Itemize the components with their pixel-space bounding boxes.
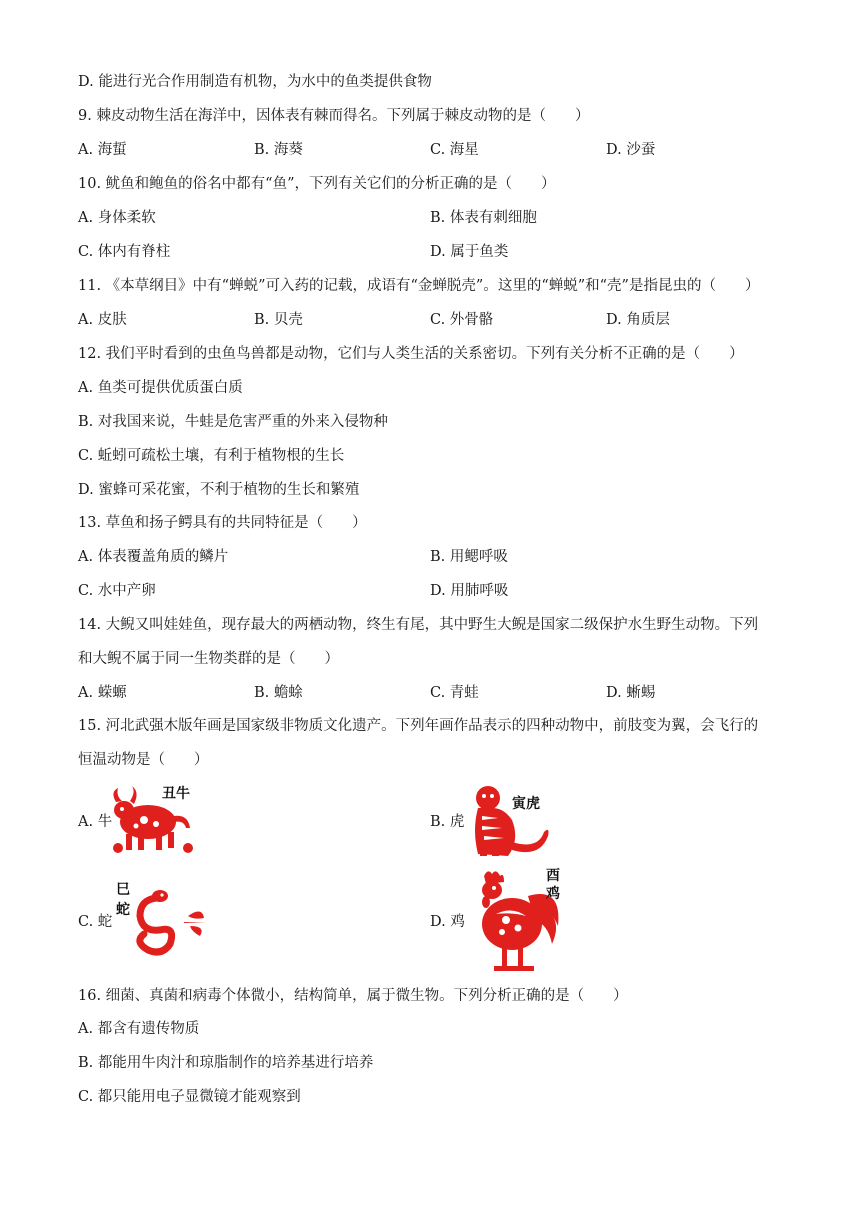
q9-option-c: C. 海星 [430,142,479,158]
ox-papercut-image [110,780,200,858]
question-15-line-2: 恒温动物是（ ） [78,752,209,768]
q15-option-c-label: C. 蛇 [78,914,113,930]
snake-papercut-image [110,876,210,960]
q11-option-a: A. 皮肤 [78,312,127,328]
question-12: 12. 我们平时看到的虫鱼鸟兽都是动物，它们与人类生活的关系密切。下列有关分析不正确的是（ ） [78,346,744,362]
q10-option-c: C. 体内有脊柱 [78,244,171,260]
q13-option-c: C. 水中产卵 [78,583,156,599]
question-11: 11. 《本草纲目》中有“蝉蜕”可入药的记载，成语有“金蝉脱壳”。这里的“蝉蜕”和“壳”是指昆虫的（ ） [78,278,760,294]
q12-option-a: A. 鱼类可提供优质蛋白质 [78,380,243,396]
question-14-line-1: 14. 大鲵又叫娃娃鱼，现存最大的两栖动物，终生有尾，其中野生大鲵是国家二级保护水生野生动物。下列 [78,617,759,633]
question-15-line-1: 15. 河北武强木版年画是国家级非物质文化遗产。下列年画作品表示的四种动物中，前肢变为翼，会飞行的 [78,718,759,734]
q9-option-a: A. 海蜇 [78,142,127,158]
q14-option-c: C. 青蛙 [430,685,479,701]
tiger-papercut-image [468,780,558,862]
question-14-line-2: 和大鲵不属于同一生物类群的是（ ） [78,651,339,667]
q12-option-d: D. 蜜蜂可采花蜜，不利于植物的生长和繁殖 [78,482,360,498]
question-9: 9. 棘皮动物生活在海洋中，因体表有棘而得名。下列属于棘皮动物的是（ ） [78,108,590,124]
q15-option-a-label: A. 牛 [78,814,113,830]
q14-option-d: D. 蜥蜴 [606,685,656,701]
q13-option-d: D. 用肺呼吸 [430,583,509,599]
q14-option-b: B. 蟾蜍 [254,685,303,701]
q16-option-a: A. 都含有遗传物质 [78,1021,200,1037]
snake-caption-char-2: 蛇 [116,902,130,918]
q10-option-d: D. 属于鱼类 [430,244,509,260]
q16-option-b: B. 都能用牛肉汁和琼脂制作的培养基进行培养 [78,1055,374,1071]
ox-caption: 丑牛 [162,786,190,802]
q12-option-b: B. 对我国来说，牛蛙是危害严重的外来入侵物种 [78,414,388,430]
question-13: 13. 草鱼和扬子鳄具有的共同特征是（ ） [78,515,367,531]
q13-option-a: A. 体表覆盖角质的鳞片 [78,549,229,565]
q11-option-d: D. 角质层 [606,312,670,328]
q11-option-b: B. 贝壳 [254,312,303,328]
q11-option-c: C. 外骨骼 [430,312,494,328]
rooster-caption-char-2: 鸡 [546,886,560,902]
q9-option-b: B. 海葵 [254,142,303,158]
q13-option-b: B. 用鳃呼吸 [430,549,508,565]
snake-caption-char-1: 巳 [116,882,130,898]
q15-option-d-label: D. 鸡 [430,914,465,930]
rooster-papercut-image [466,866,570,978]
q14-option-a: A. 蝾螈 [78,685,127,701]
q15-option-b-label: B. 虎 [430,814,465,830]
q9-option-d: D. 沙蚕 [606,142,656,158]
q12-option-c: C. 蚯蚓可疏松土壤，有利于植物根的生长 [78,448,345,464]
q16-option-c: C. 都只能用电子显微镜才能观察到 [78,1089,301,1105]
q8-option-d: D. 能进行光合作用制造有机物，为水中的鱼类提供食物 [78,74,432,90]
q10-option-a: A. 身体柔软 [78,210,156,226]
question-16: 16. 细菌、真菌和病毒个体微小，结构简单，属于微生物。下列分析正确的是（ ） [78,988,628,1004]
tiger-caption: 寅虎 [512,796,540,812]
question-10: 10. 鱿鱼和鲍鱼的俗名中都有“鱼”，下列有关它们的分析正确的是（ ） [78,176,556,192]
q10-option-b: B. 体表有刺细胞 [430,210,537,226]
rooster-caption-char-1: 酉 [546,868,560,884]
